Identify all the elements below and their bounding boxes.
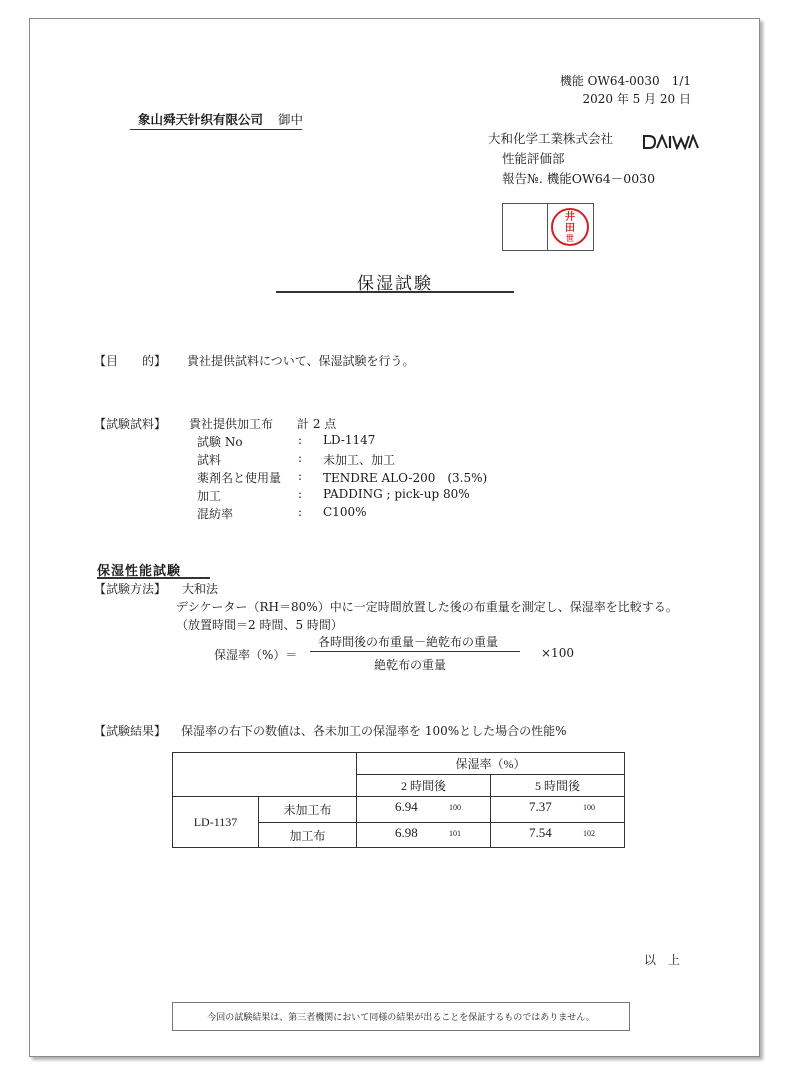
purpose-label: 【目 的】 xyxy=(94,354,167,368)
table-col-header-0: 2 時間後 xyxy=(357,775,491,797)
sample-colon-1: : xyxy=(298,451,303,465)
stamp-char-2: 田 xyxy=(565,223,575,234)
formula-fraction-line xyxy=(310,651,520,652)
report-number: 報告№. 機能OW64－0030 xyxy=(502,171,656,186)
sample-label: 【試験試料】 xyxy=(94,417,167,431)
recipient-name: 象山舜天针织有限公司 xyxy=(138,112,264,127)
sample-key-3: 加工 xyxy=(197,489,222,503)
table-value: 6.94 xyxy=(395,799,418,814)
table-col-header-1: 5 時間後 xyxy=(491,775,625,797)
company-name: 大和化学工業株式会社 xyxy=(488,131,614,146)
sample-value-3: PADDING ; pick-up 80% xyxy=(323,487,470,501)
purpose-text: 貴社提供試料について、保湿試験を行う。 xyxy=(187,354,415,368)
table-row-label-0: 未加工布 xyxy=(259,797,357,823)
sample-key-0: 試験 No xyxy=(197,435,243,449)
table-relative: 100 xyxy=(583,803,595,812)
doc-ref: 機能 OW64-0030 1/1 xyxy=(559,74,691,88)
table-cell xyxy=(491,797,625,823)
department-name: 性能評価部 xyxy=(502,151,565,166)
sample-colon-2: : xyxy=(298,469,303,483)
section-heading: 保湿性能試験 xyxy=(97,564,182,579)
method-desc-2: （放置時間＝2 時間、5 時間） xyxy=(176,618,343,632)
table-sample-id: LD-1137 xyxy=(173,797,259,848)
page-title: 保湿試験 xyxy=(357,274,433,294)
sample-colon-0: : xyxy=(298,433,303,447)
formula-multiplier: ×100 xyxy=(541,646,574,660)
section-heading-underline xyxy=(97,577,210,579)
sample-key-1: 試料 xyxy=(197,453,222,467)
results-note: 保湿率の右下の数値は、各未加工の保湿率を 100%とした場合の性能% xyxy=(181,724,567,738)
disclaimer-text: 今回の試験結果は、第三者機関において同様の結果が出ることを保証するものではありません。 xyxy=(207,1013,595,1023)
daiwa-logo xyxy=(642,134,700,150)
table-corner xyxy=(173,753,357,797)
document-page xyxy=(29,18,760,1057)
approval-stamp-box xyxy=(502,203,594,251)
table-relative: 100 xyxy=(449,803,461,812)
report-date: 2020 年 5 月 20 日 xyxy=(582,92,691,106)
stamp-char-3: 世 xyxy=(566,234,574,243)
method-desc-1: デシケーター（RH＝80%）中に一定時間放置した後の布重量を測定し、保湿率を比較する。 xyxy=(176,600,678,614)
method-label: 【試験方法】 xyxy=(94,582,167,596)
table-value: 7.54 xyxy=(529,825,552,840)
disclaimer-box xyxy=(172,1002,630,1031)
table-relative: 101 xyxy=(449,829,461,838)
results-table xyxy=(172,752,625,848)
table-value: 7.37 xyxy=(529,799,552,814)
table-cell xyxy=(491,823,625,848)
sample-key-2: 薬剤名と使用量 xyxy=(197,471,282,485)
sample-colon-4: : xyxy=(298,505,303,519)
sample-value-2: TENDRE ALO-200 (3.5%) xyxy=(323,471,488,485)
closing-mark: 以 上 xyxy=(644,953,681,967)
table-cell xyxy=(357,823,491,848)
recipient-suffix: 御中 xyxy=(278,112,304,127)
formula-numerator: 各時間後の布重量－絶乾布の重量 xyxy=(318,635,499,649)
hanko-seal-icon xyxy=(550,207,590,247)
sample-key-4: 混紡率 xyxy=(197,507,234,521)
stamp-char-1: 井 xyxy=(565,212,575,223)
table-row-label-1: 加工布 xyxy=(259,823,357,848)
formula-label: 保湿率（%）＝ xyxy=(214,648,298,662)
table-relative: 102 xyxy=(583,829,595,838)
stamp-box-divider xyxy=(547,204,548,250)
recipient-underline xyxy=(130,129,302,130)
table-cell xyxy=(357,797,491,823)
table-group-header: 保湿率（%） xyxy=(357,753,625,775)
sample-intro: 貴社提供加工布 計 2 点 xyxy=(189,417,337,431)
sample-value-4: C100% xyxy=(323,505,367,519)
sample-value-1: 未加工、加工 xyxy=(323,453,396,467)
formula-denominator: 絶乾布の重量 xyxy=(374,658,447,672)
title-underline xyxy=(276,291,514,293)
sample-colon-3: : xyxy=(298,487,303,501)
method-name: 大和法 xyxy=(182,582,219,596)
table-value: 6.98 xyxy=(395,825,418,840)
sample-value-0: LD-1147 xyxy=(323,433,376,447)
results-label: 【試験結果】 xyxy=(94,724,167,738)
